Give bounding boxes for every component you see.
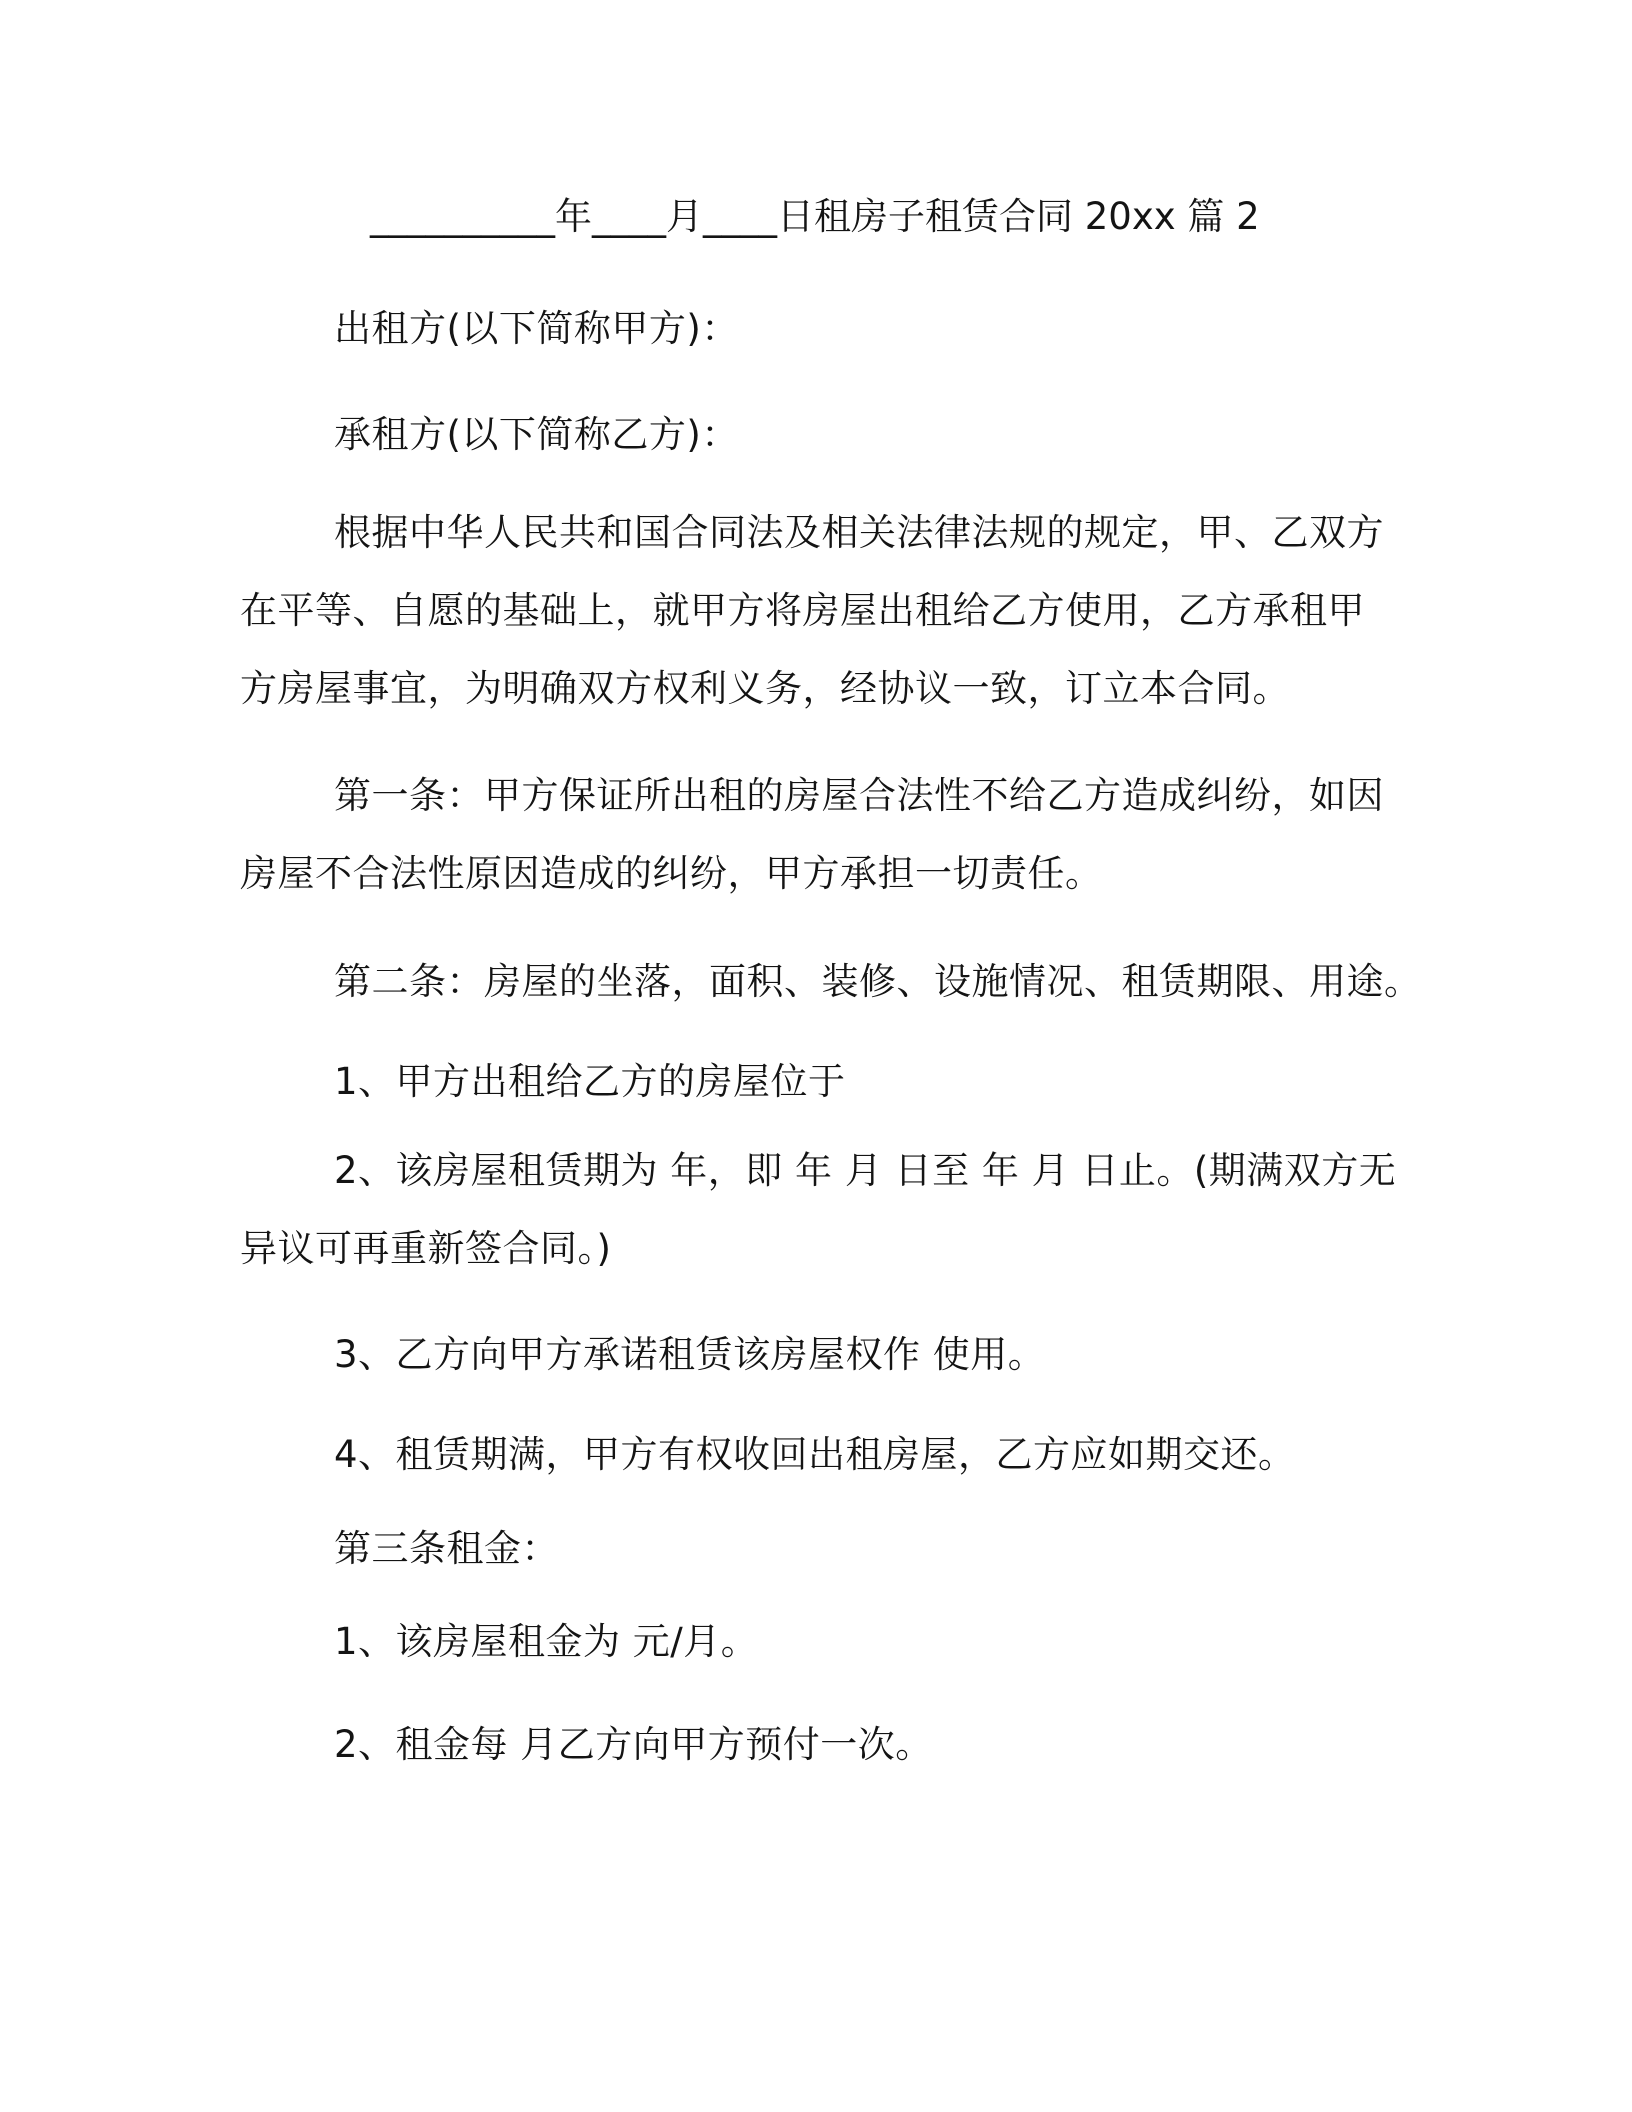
article-1-paragraph: 第一条：甲方保证所出租的房屋合法性不给乙方造成纠纷，如因房屋不合法性原因造成的纠纷，甲方承担一切责任。	[240, 774, 1384, 895]
article-3-item-2: 2、租金每 月乙方向甲方预付一次。	[334, 1723, 933, 1766]
article-2-item-2: 2、该房屋租赁期为 年，即 年 月 日至 年 月 日止。(期满双方无异议可再重新签合同。)	[240, 1149, 1397, 1270]
article-3-heading: 第三条租金：	[334, 1527, 559, 1570]
article-2-item-4: 4、租赁期满，甲方有权收回出租房屋，乙方应如期交还。	[334, 1433, 1296, 1476]
document-title: __________年____月____日租房子租赁合同 20xx 篇 2	[370, 195, 1260, 238]
article-2-heading: 第二条：房屋的坐落，面积、装修、设施情况、租赁期限、用途。	[334, 960, 1422, 1003]
article-3-item-1: 1、该房屋租金为 元/月。	[334, 1620, 759, 1663]
article-2-item-1: 1、甲方出租给乙方的房屋位于	[334, 1060, 846, 1103]
lessee-line: 承租方(以下简称乙方)：	[334, 413, 739, 456]
article-2-item-3: 3、乙方向甲方承诺租赁该房屋权作 使用。	[334, 1333, 1046, 1376]
preamble-paragraph: 根据中华人民共和国合同法及相关法律法规的规定，甲、乙双方在平等、自愿的基础上，就甲方将房屋出租给乙方使用，乙方承租甲方房屋事宜，为明确双方权利义务，经协议一致，订立本合同。	[240, 511, 1384, 710]
lessor-line: 出租方(以下简称甲方)：	[334, 307, 739, 350]
